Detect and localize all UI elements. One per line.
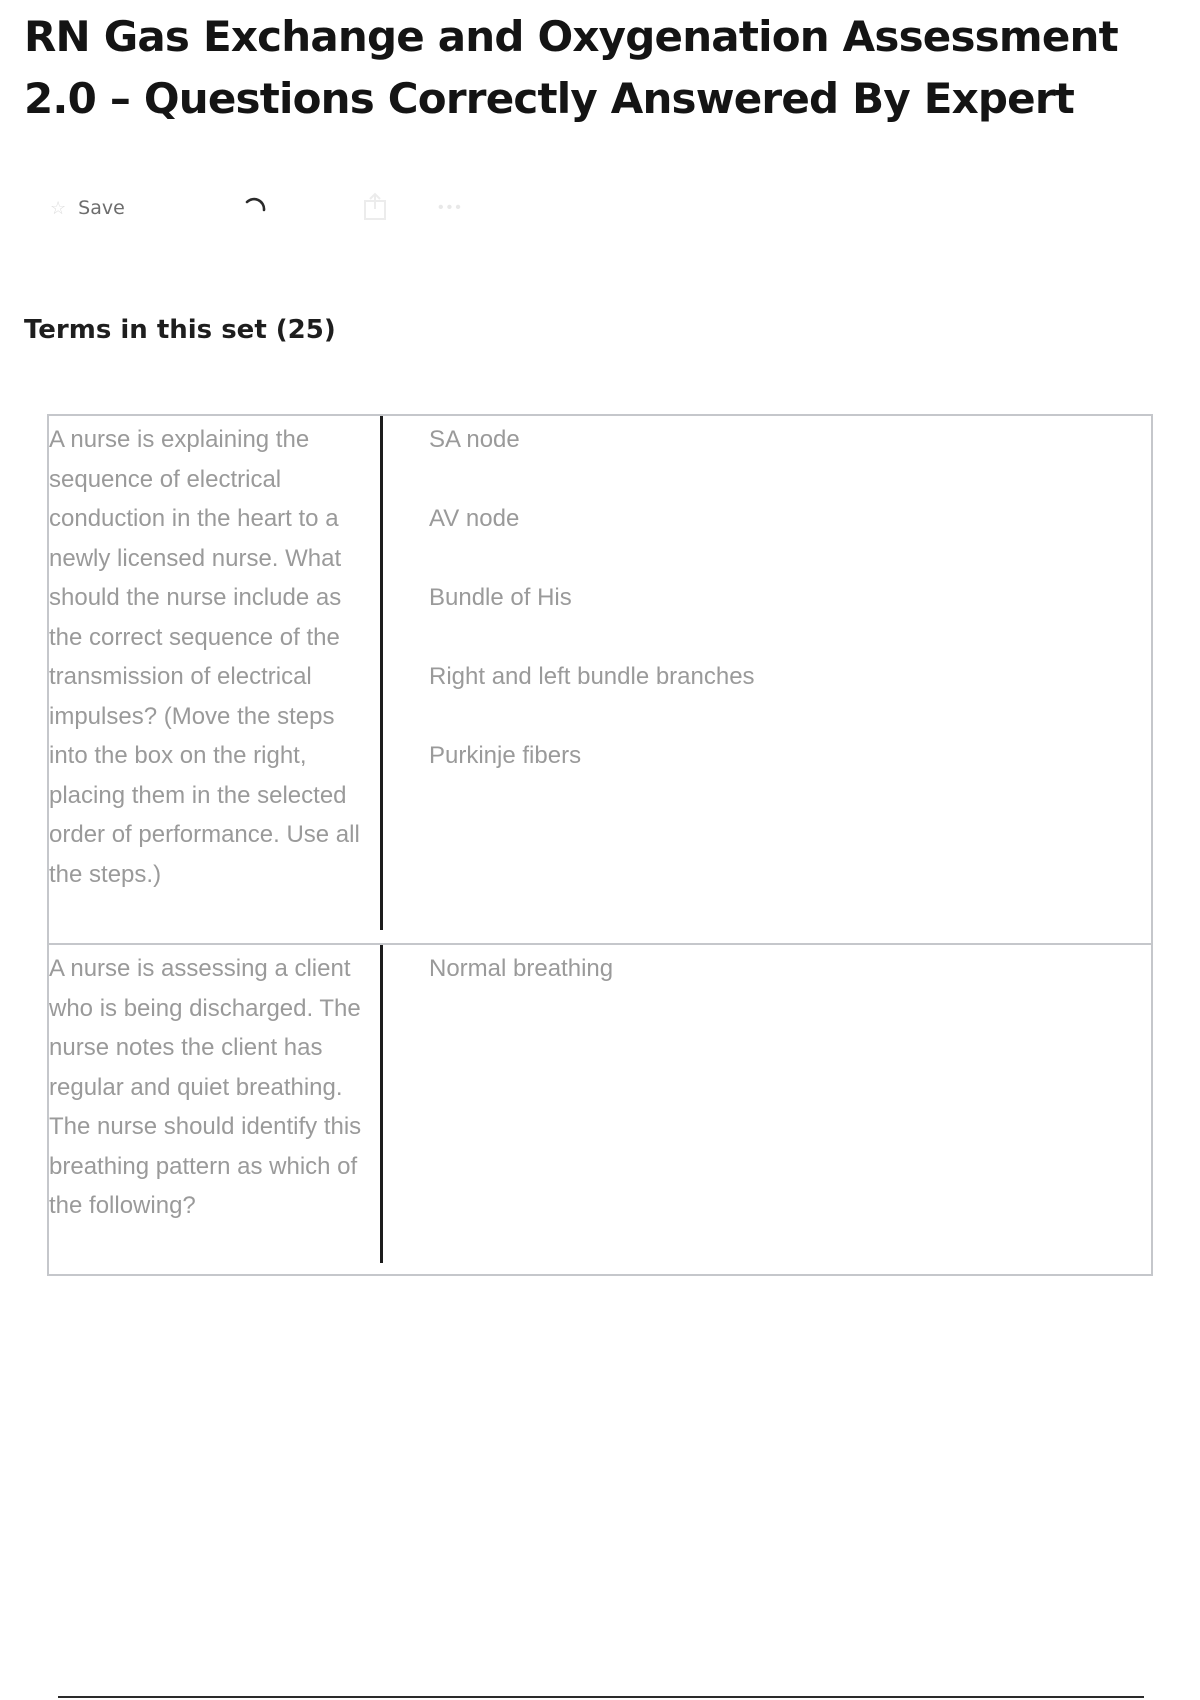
- term-answer: AV node: [429, 505, 520, 532]
- term-answer: Normal breathing: [429, 955, 614, 982]
- share-icon: [362, 192, 388, 225]
- term-card[interactable]: [47, 943, 1153, 1276]
- set-toolbar: [50, 188, 500, 228]
- term-answer: Right and left bundle branches: [429, 663, 755, 690]
- term-card[interactable]: [47, 414, 1153, 945]
- terms-list: [47, 414, 1153, 1276]
- page-title: RN Gas Exchange and Oxygenation Assessment 2.0 – Questions Correctly Answered By Expert: [24, 12, 1118, 123]
- term-divider: [380, 945, 383, 1263]
- save-button[interactable]: [50, 188, 125, 228]
- term-answers: [429, 420, 755, 815]
- share-button[interactable]: [362, 188, 388, 228]
- terms-heading: Terms in this set (25): [24, 315, 336, 345]
- more-icon: •••: [438, 199, 464, 216]
- term-question: A nurse is assessing a client who is being discharged. The nurse notes the client has regular and quiet breathing. The nurse should identify this breathing pattern as which of the following?: [49, 955, 362, 1219]
- star-icon: ☆: [50, 197, 67, 218]
- save-label: Save: [78, 197, 125, 219]
- page-bottom-rule: [58, 1696, 1144, 1698]
- term-answer: Purkinje fibers: [429, 742, 582, 769]
- term-question: A nurse is explaining the sequence of electrical conduction in the heart to a newly licensed nurse. What should the nurse include as the correct sequence of the transmission of electrical impulses? (Move the steps into the box on the right, placing them in the selected order of performance. Use all the steps.): [49, 426, 360, 888]
- more-options-button[interactable]: [438, 188, 464, 228]
- term-answer: Bundle of His: [429, 584, 572, 611]
- spinner-icon: [240, 188, 270, 228]
- term-answer: SA node: [429, 426, 520, 453]
- term-divider: [380, 416, 383, 930]
- term-answers: [429, 949, 613, 1028]
